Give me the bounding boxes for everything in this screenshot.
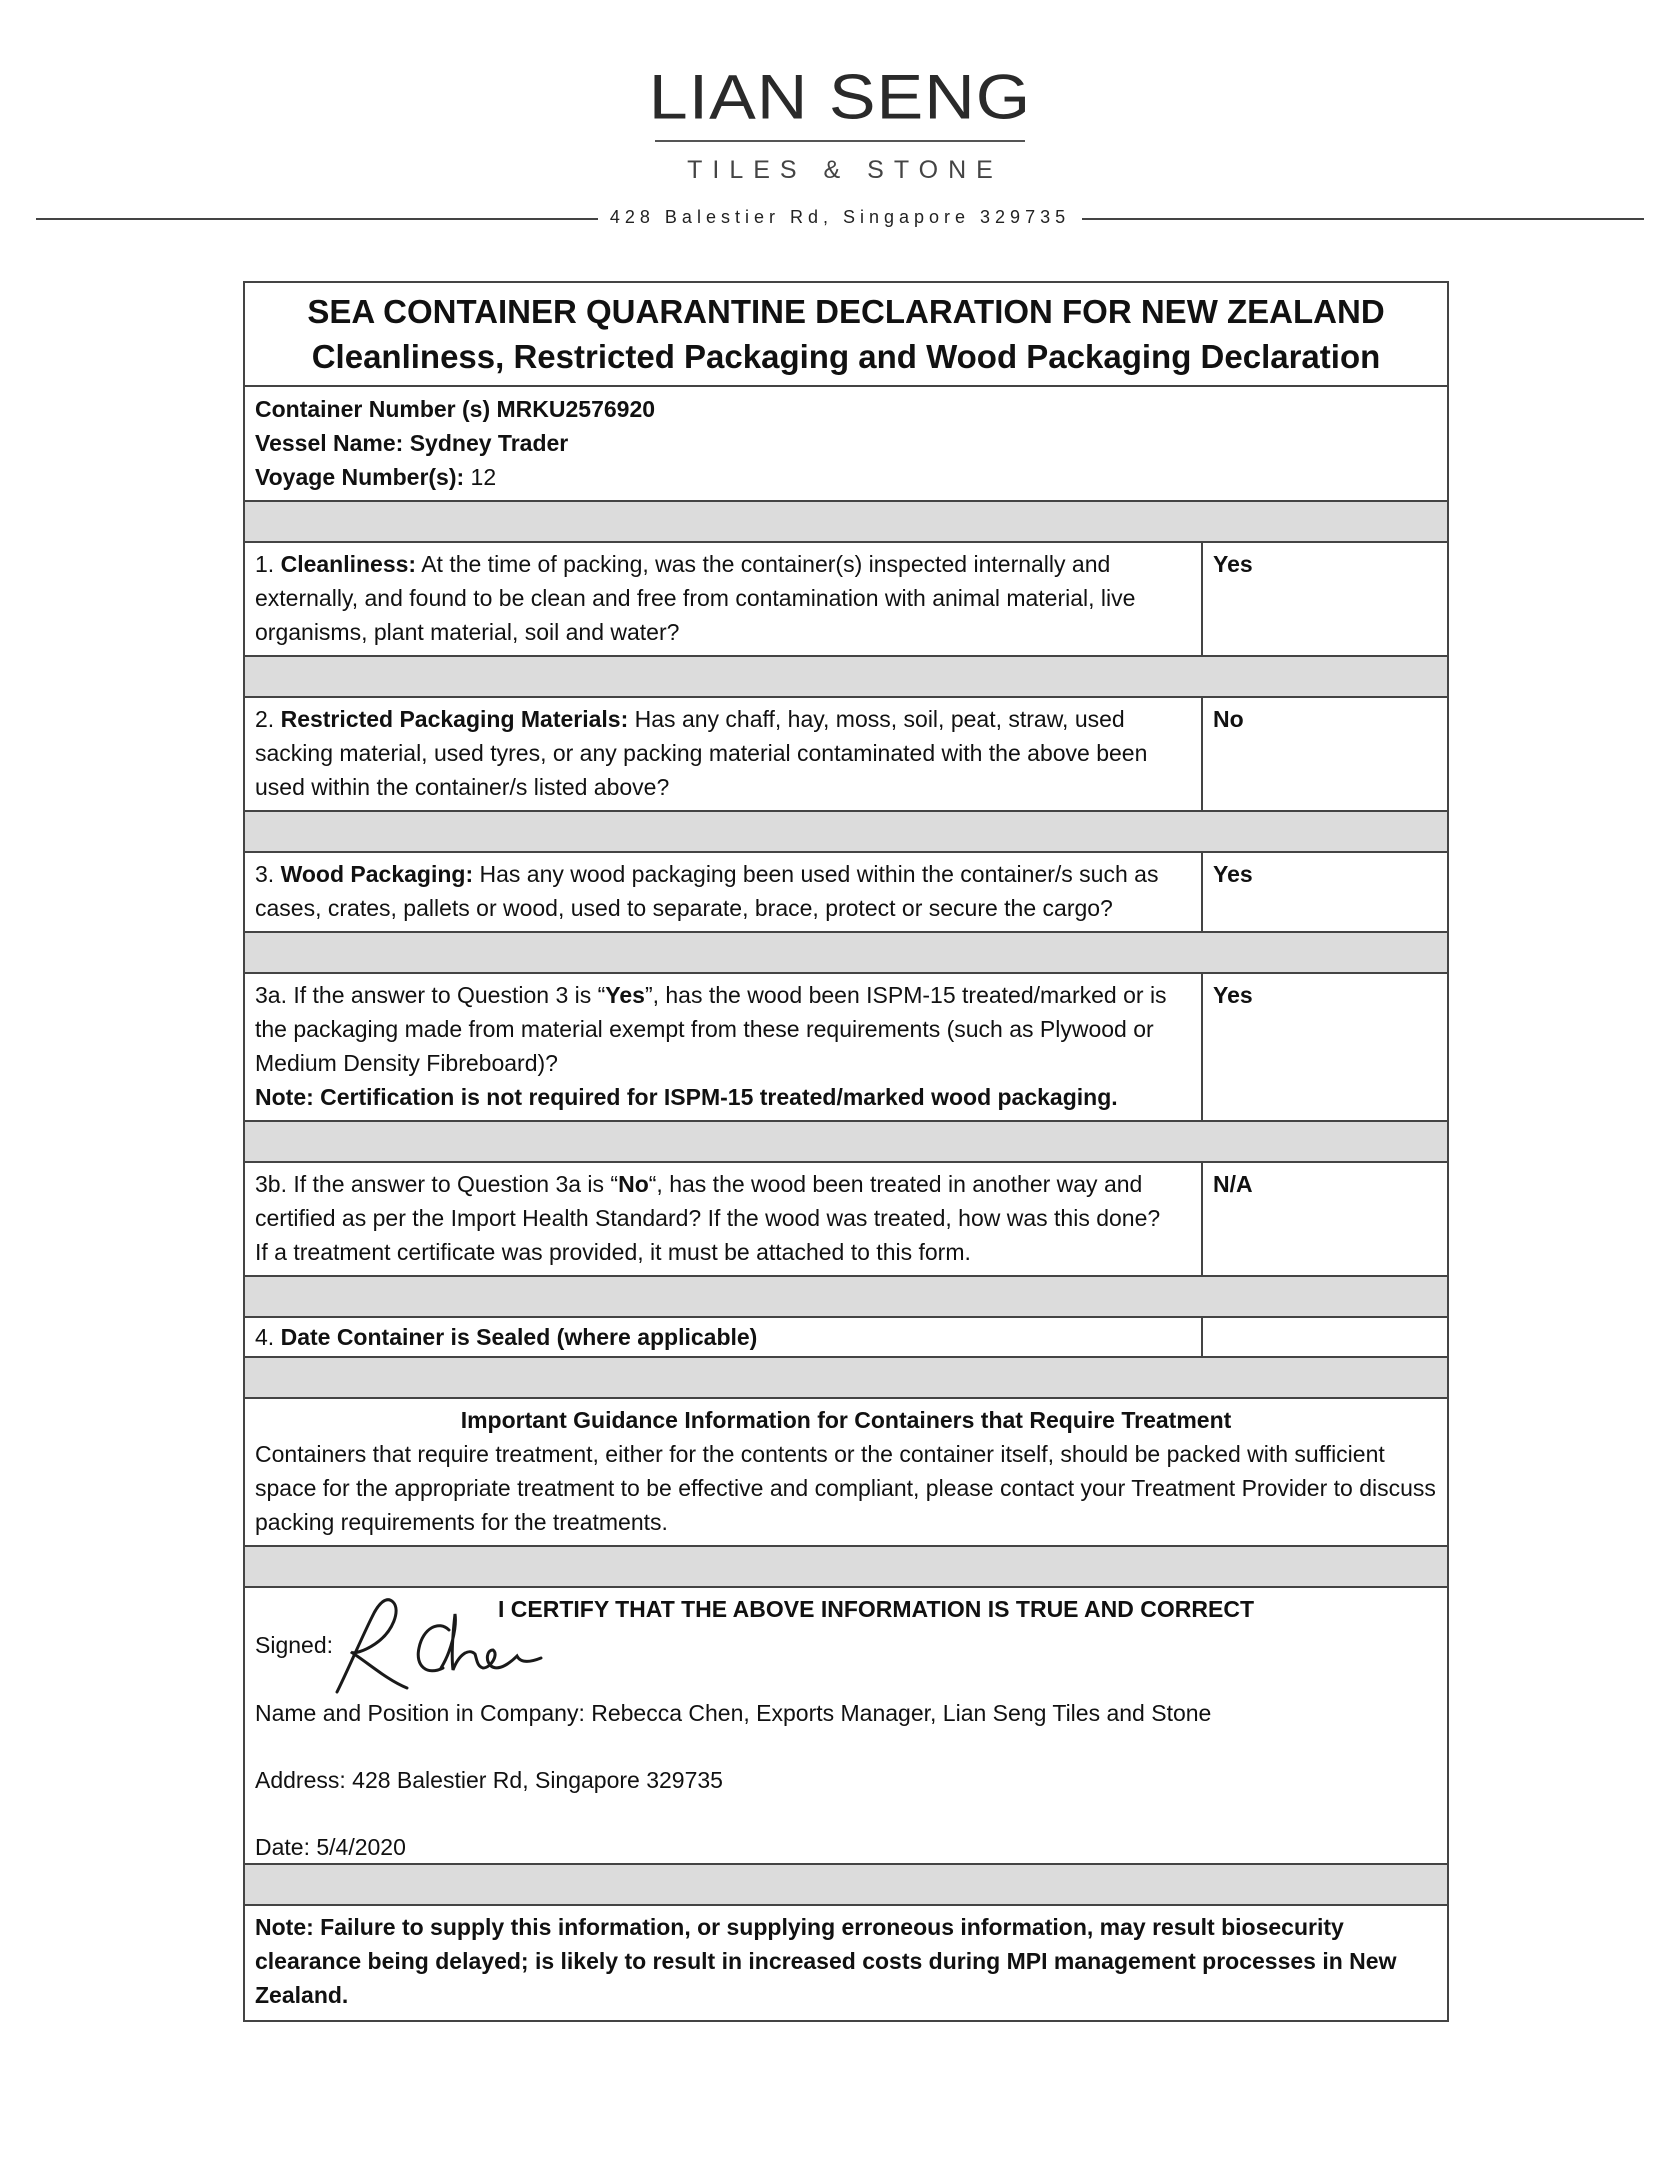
- certification-section: [245, 1588, 1447, 1865]
- question-number: 1.: [255, 551, 281, 577]
- question-4: [245, 1318, 1447, 1358]
- separator-row: [245, 1547, 1447, 1588]
- question-note: Note: Certification is not required for ISPM-15 treated/marked wood packaging.: [255, 1084, 1118, 1110]
- question-number: 2.: [255, 706, 281, 732]
- name-position: Name and Position in Company: Rebecca Chen, Exports Manager, Lian Seng Tiles and Stone: [255, 1700, 1212, 1726]
- question-body-start: 3b. If the answer to Question 3a is “: [255, 1171, 619, 1197]
- separator-row: [245, 933, 1447, 974]
- guidance-section: [245, 1399, 1447, 1547]
- question-note: If a treatment certificate was provided, it must be attached to this form.: [255, 1239, 971, 1265]
- separator-row: [245, 1122, 1447, 1163]
- sealed-date-field[interactable]: [1203, 1318, 1447, 1356]
- question-body-end: ”, has the wood been ISPM-15 treated/marked or is the packaging made from material exempt from these requirements (such as Plywood or Medium Density Fibreboard)?: [255, 982, 1167, 1076]
- question-emphasis: No: [618, 1171, 649, 1197]
- question-text: [245, 1318, 1203, 1356]
- question-text: [245, 1163, 1203, 1275]
- declaration-form: [243, 281, 1449, 2022]
- form-title-line2: Cleanliness, Restricted Packaging and Wood Packaging Declaration: [311, 338, 1381, 375]
- certification-heading: I CERTIFY THAT THE ABOVE INFORMATION IS TRUE AND CORRECT: [497, 1596, 1254, 1622]
- separator-row: [245, 1277, 1447, 1318]
- address-rule-right: [1082, 218, 1644, 220]
- question-body: Has any wood packaging been used within the container/s such as cases, crates, pallets or wood, used to separate, brace, protect or secure the cargo?: [255, 861, 1159, 921]
- form-title: [245, 283, 1447, 387]
- signer-address: Address: 428 Balestier Rd, Singapore 329735: [255, 1767, 723, 1793]
- question-body-start: 3a. If the answer to Question 3 is “: [255, 982, 606, 1008]
- question-text: [245, 974, 1203, 1120]
- question-text: [245, 698, 1203, 810]
- separator-row: [245, 812, 1447, 853]
- question-body: At the time of packing, was the container(s) inspected internally and externally, and found to be clean and free from contamination with animal material, live organisms, plant material, soil and water?: [255, 551, 1136, 645]
- signature-image: [327, 1592, 567, 1702]
- question-title: Date Container is Sealed (where applicable): [280, 1324, 758, 1350]
- answer-cell[interactable]: Yes: [1213, 861, 1253, 887]
- separator-row: [245, 1358, 1447, 1399]
- company-name: LIAN SENG: [648, 61, 1032, 133]
- footer-note: Note: Failure to supply this information, or supplying erroneous information, may result biosecurity clearance being delayed; is likely to result in increased costs during MPI management processes in New Zealand.: [255, 1914, 1397, 2008]
- question-body-end: “, has the wood been treated in another way and certified as per the Import Health Standard? If the wood was treated, how was this done?: [255, 1171, 1161, 1231]
- company-logo: [0, 62, 1680, 185]
- question-title: Restricted Packaging Materials:: [280, 706, 629, 732]
- question-2: [245, 698, 1447, 812]
- guidance-body: Containers that require treatment, either for the contents or the container itself, should be packed with sufficient space for the appropriate treatment to be effective and compliant, please contact your Treatment Provider to discuss packing requirements for the treatments.: [255, 1441, 1436, 1535]
- signed-date: Date: 5/4/2020: [255, 1834, 406, 1860]
- answer-cell[interactable]: No: [1213, 706, 1244, 732]
- question-emphasis: Yes: [605, 982, 645, 1008]
- vessel-name: Vessel Name: Sydney Trader: [255, 430, 569, 456]
- question-3b: [245, 1163, 1447, 1277]
- logo-divider: [655, 140, 1025, 142]
- separator-row: [245, 657, 1447, 698]
- separator-row: [245, 1865, 1447, 1906]
- letterhead-address: 428 Balestier Rd, Singapore 329735: [609, 207, 1071, 227]
- question-number: 3.: [255, 861, 281, 887]
- question-body: Has any chaff, hay, moss, soil, peat, straw, used sacking material, used tyres, or any packing material contaminated with the above been used within the container/s listed above?: [255, 706, 1148, 800]
- question-title: Cleanliness:: [280, 551, 417, 577]
- guidance-heading: Important Guidance Information for Containers that Require Treatment: [460, 1407, 1232, 1433]
- voyage-value: 12: [464, 464, 497, 490]
- container-number: Container Number (s) MRKU2576920: [255, 396, 656, 422]
- voyage-number: [255, 460, 1437, 494]
- question-number: 4.: [255, 1324, 281, 1350]
- answer-cell[interactable]: N/A: [1213, 1171, 1253, 1197]
- shipment-info: [245, 387, 1447, 502]
- company-tagline: TILES & STONE: [687, 156, 1003, 184]
- question-text: [245, 543, 1203, 655]
- voyage-label: Voyage Number(s):: [255, 464, 465, 490]
- form-title-line1: SEA CONTAINER QUARANTINE DECLARATION FOR NEW ZEALAND: [307, 293, 1385, 330]
- answer-cell[interactable]: Yes: [1213, 551, 1253, 577]
- question-title: Wood Packaging:: [280, 861, 474, 887]
- answer-cell[interactable]: Yes: [1213, 982, 1253, 1008]
- question-text: [245, 853, 1203, 931]
- question-3: [245, 853, 1447, 933]
- signed-label: Signed:: [255, 1632, 334, 1658]
- letterhead-address-line: [36, 207, 1644, 231]
- question-3a: [245, 974, 1447, 1122]
- question-1: [245, 543, 1447, 657]
- separator-row: [245, 502, 1447, 543]
